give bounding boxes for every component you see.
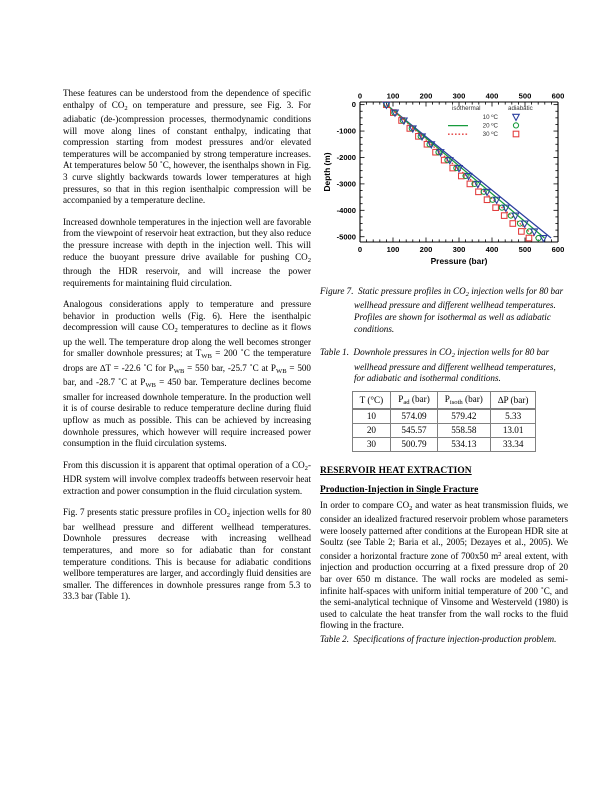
table-cell: 33.34 <box>490 437 536 451</box>
table-cell: 579.42 <box>437 409 490 424</box>
table-cell: 534.13 <box>437 437 490 451</box>
svg-text:300: 300 <box>452 91 466 101</box>
svg-text:300: 300 <box>452 245 466 254</box>
svg-text:30 ºC: 30 ºC <box>482 131 498 139</box>
svg-text:100: 100 <box>386 91 400 101</box>
svg-text:100: 100 <box>386 245 400 254</box>
svg-text:Depth (m): Depth (m) <box>322 152 332 192</box>
svg-text:0: 0 <box>357 91 363 101</box>
pressure-depth-scatter-chart <box>320 88 568 280</box>
svg-text:500: 500 <box>518 245 532 254</box>
svg-text:-4000: -4000 <box>336 205 356 215</box>
left-column <box>63 88 311 613</box>
table-cell: 574.09 <box>391 409 438 424</box>
table-cell: 30 <box>352 437 391 451</box>
table-1-caption: Table 1. Downhole pressures in $CO_2$ injection wells for 80 bar wellhead pressure and different wellhead temperatures, for adiabatic and isothermal conditions. <box>320 347 556 384</box>
table-2-caption: Table 2. Specifications of fracture injection-production problem. <box>320 634 557 645</box>
right-column <box>320 88 568 646</box>
table-cell: 20 <box>352 423 391 437</box>
table-header-row <box>352 391 536 408</box>
th-delta-p: ∆P (bar) <box>490 391 536 408</box>
th-temperature: T (°C) <box>352 391 391 408</box>
table-row <box>352 423 536 437</box>
svg-text:-2000: -2000 <box>336 153 356 163</box>
svg-text:200: 200 <box>419 245 433 254</box>
table-cell: 500.79 <box>391 437 438 451</box>
paragraph-4: From this discussion it is apparent that optimal operation of a $CO_2$-HDR system will involve complex tradeoffs between reservoir heat extraction and power consumption in the fluid circulation system. <box>63 459 311 496</box>
paragraph-1: These features can be understood from the dependence of specific enthalpy of $CO_2$ on temperature and pressure, see Fig. 3. For adiabatic (de-)compression processes, thermodynamic conditions will move along lines of constant enthalpy, indicating that compression starting from modest pressures and/or elevated temperatures will be accompanied by strong temperature increases. At temperatures below 50 ˚C, however, the isenthalps shown in Fig. 3 curve slightly backwards towards lower temperatures at high pressures, so that in this region isenthalpic compression will be accompanied by a temperature decline. <box>63 88 311 206</box>
svg-text:400: 400 <box>485 245 499 254</box>
table-2-label: Table 2. <box>320 634 349 645</box>
table-cell: 545.57 <box>391 423 438 437</box>
th-p-ad: $P_{ad}$ (bar) <box>391 391 438 408</box>
svg-text:Pressure (bar): Pressure (bar) <box>430 256 488 266</box>
table-cell: 10 <box>352 409 391 424</box>
svg-text:200: 200 <box>419 91 433 101</box>
svg-text:10 ºC: 10 ºC <box>482 114 498 121</box>
svg-text:-5000: -5000 <box>336 232 356 242</box>
th-p-isoth: $P_{isoth}$ (bar) <box>437 391 490 408</box>
table-1 <box>352 391 537 452</box>
paragraph-right-1: In order to compare $CO_2$ and water as heat transmission fluids, we consider an idealized fractured reservoir problem whose parameters were loosely patterned after conditions at the European HDR site at Soultz (see Table 2; Baria et al., 2005; Dezayes et al., 2005). We consider a horizontal fracture zone of 700x50 $m^2$ areal extent, with injection and production occurring at a fixed pressure drop of 20 bar over 650 m distance. The wall rocks are modeled as semi-infinite half-spaces with uniform initial temperature of 200 ˚C, and the semi-analytical technique of Vinsome and Westerveld (1980) is used to calculate the heat transfer from the wall rocks to the fluid flowing in the fracture. <box>320 499 568 631</box>
figure-7-label: Figure 7. <box>320 286 354 296</box>
svg-text:0: 0 <box>357 245 363 254</box>
svg-text:-1000: -1000 <box>336 126 356 136</box>
table-1-label: Table 1. <box>320 347 349 358</box>
paragraph-3: Analogous considerations apply to temperature and pressure behavior in production wells (Fig. 6). Here the isenthalpic decompression will cause $CO_2$ temperatures to decline as it flows up the well. The temperature drop along the well becomes stronger for smaller downhole pressures; at $T_{WB} = 200$ ˚C the temperature drops are ∆T = -22.6 ˚C for $P_{WB} = 550$ bar, -25.7 ˚C at $P_{WB} = 500$ bar, and -28.7 ˚C at $P_{WB} = 450$ bar. Temperature declines become smaller for increased downhole temperature. In the production well it is of course desirable to reduce temperature decline during fluid upflow as much as possible. This can be achieved by increasing downhole pressures, which however will require increased power consumption in the fluid circulation systems. <box>63 299 311 449</box>
svg-text:0: 0 <box>351 100 356 110</box>
paragraph-5: Fig. 7 presents static pressure profiles in $CO_2$ injection wells for 80 bar wellhead pressure and different wellhead temperatures. Downhole pressures decrease with increasing wellhead temperatures, and more so for adiabatic than for constant temperature conditions. This is because for adiabatic conditions wellbore temperatures are larger, and accordingly fluid densities are smaller. The differences in downhole pressures range from 5.3 to 33.3 bar (Table 1). <box>63 507 312 602</box>
table-row <box>352 437 536 451</box>
svg-text:500: 500 <box>518 91 532 101</box>
figure-7-caption: Figure 7. Static pressure profiles in $CO_2$ injection wells for 80 bar wellhead pressure and different wellhead temperatures. Profiles are shown for isothermal as well as adiabatic conditions. <box>320 286 564 334</box>
svg-text:adiabatic: adiabatic <box>508 105 533 112</box>
svg-text:600: 600 <box>551 245 565 254</box>
paragraph-2: Increased downhole temperatures in the injection well are favorable from the viewpoint of reservoir heat extraction, but they also reduce the pressure increase with depth in the injection well. This will reduce the buoyant pressure drive available for pushing $CO_2$ through the HDR reservoir, and will increase the power requirements for maintaining fluid circulation. <box>63 216 311 288</box>
section-heading-reservoir-heat-extraction: RESERVOIR HEAT EXTRACTION <box>320 465 472 476</box>
table-row <box>352 409 536 424</box>
svg-text:isothermal: isothermal <box>452 105 481 112</box>
table-cell: 558.58 <box>437 423 490 437</box>
svg-text:20 ºC: 20 ºC <box>482 122 498 130</box>
svg-text:600: 600 <box>551 91 565 101</box>
table-cell: 5.33 <box>490 409 536 424</box>
svg-text:-3000: -3000 <box>336 179 356 189</box>
svg-text:400: 400 <box>485 91 499 101</box>
figure-7-plot <box>320 88 568 280</box>
table-cell: 13.01 <box>490 423 536 437</box>
subsection-heading-production-injection: Production-Injection in Single Fracture <box>320 484 479 495</box>
